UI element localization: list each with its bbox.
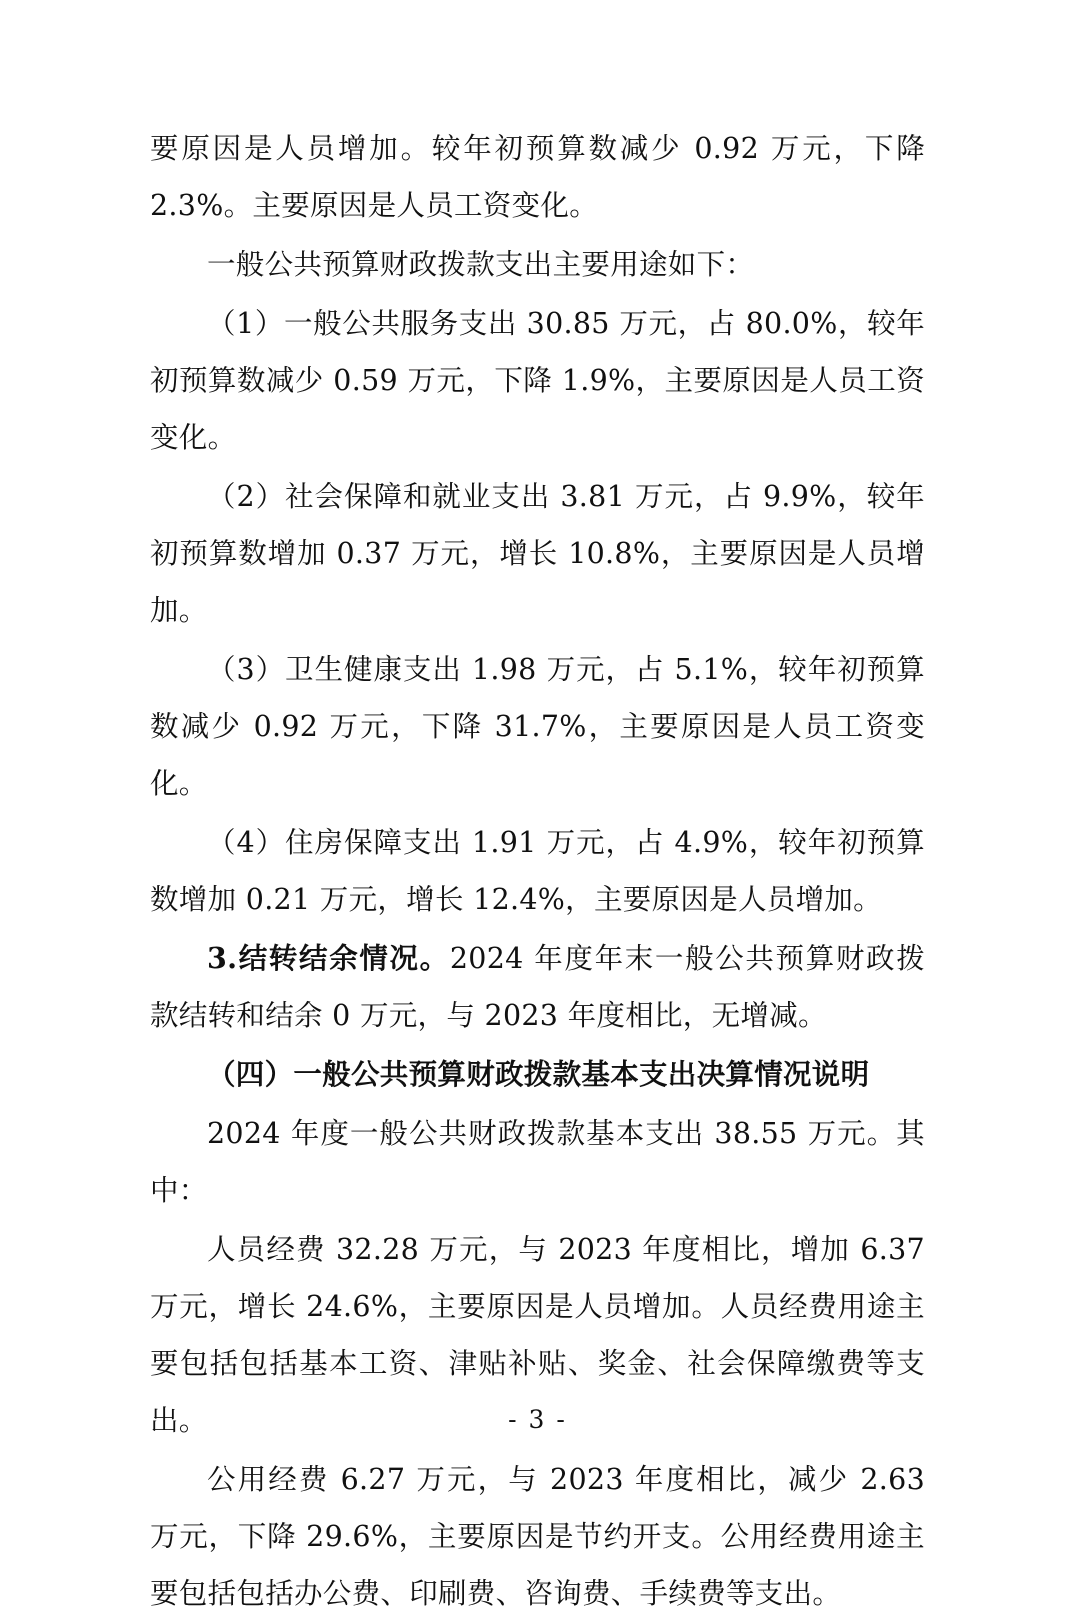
paragraph-item-2: （2）社会保障和就业支出 3.81 万元，占 9.9%，较年初预算数增加 0.37 万元，增长 10.8%，主要原因是人员增加。 [150, 480, 925, 627]
paragraph-usage-intro: 一般公共预算财政拨款支出主要用途如下： [207, 248, 755, 281]
section-heading-4: （四）一般公共预算财政拨款基本支出决算情况说明 [207, 1057, 870, 1091]
paragraph-continued: 要原因是人员增加。较年初预算数减少 0.92 万元，下降 2.3%。主要原因是人员工资变化。 [150, 132, 925, 222]
paragraph-item-1: （1）一般公共服务支出 30.85 万元，占 80.0%，较年初预算数减少 0.59 万元，下降 1.9%，主要原因是人员工资变化。 [150, 307, 925, 454]
document-body [150, 120, 925, 1624]
page-number: - 3 - [508, 1405, 567, 1434]
paragraph-basic-expenditure: 2024 年度一般公共财政拨款基本支出 38.55 万元。其中： [150, 1117, 925, 1207]
carryover-body: 2024 年度年末一般公共预算财政拨款结转和结余 0 万元，与 2023 年度相比，无增减。 [150, 942, 925, 1032]
carryover-heading-label: 3.结转结余情况。 [207, 941, 450, 975]
paragraph-public-expense: 公用经费 6.27 万元，与 2023 年度相比，减少 2.63 万元，下降 29.6%，主要原因是节约开支。公用经费用途主要包括包括办公费、印刷费、咨询费、手续费等支出。 [150, 1463, 925, 1610]
paragraph-personnel-expense: 人员经费 32.28 万元，与 2023 年度相比，增加 6.37 万元，增长 24.6%，主要原因是人员增加。人员经费用途主要包括包括基本工资、津贴补贴、奖金、社会保障缴费等支出。 [150, 1233, 925, 1437]
paragraph-item-4: （4）住房保障支出 1.91 万元，占 4.9%，较年初预算数增加 0.21 万元，增长 12.4%，主要原因是人员增加。 [150, 826, 925, 916]
paragraph-item-3: （3）卫生健康支出 1.98 万元，占 5.1%，较年初预算数减少 0.92 万元，下降 31.7%，主要原因是人员工资变化。 [150, 653, 925, 800]
paragraph-carryover [150, 930, 925, 1044]
